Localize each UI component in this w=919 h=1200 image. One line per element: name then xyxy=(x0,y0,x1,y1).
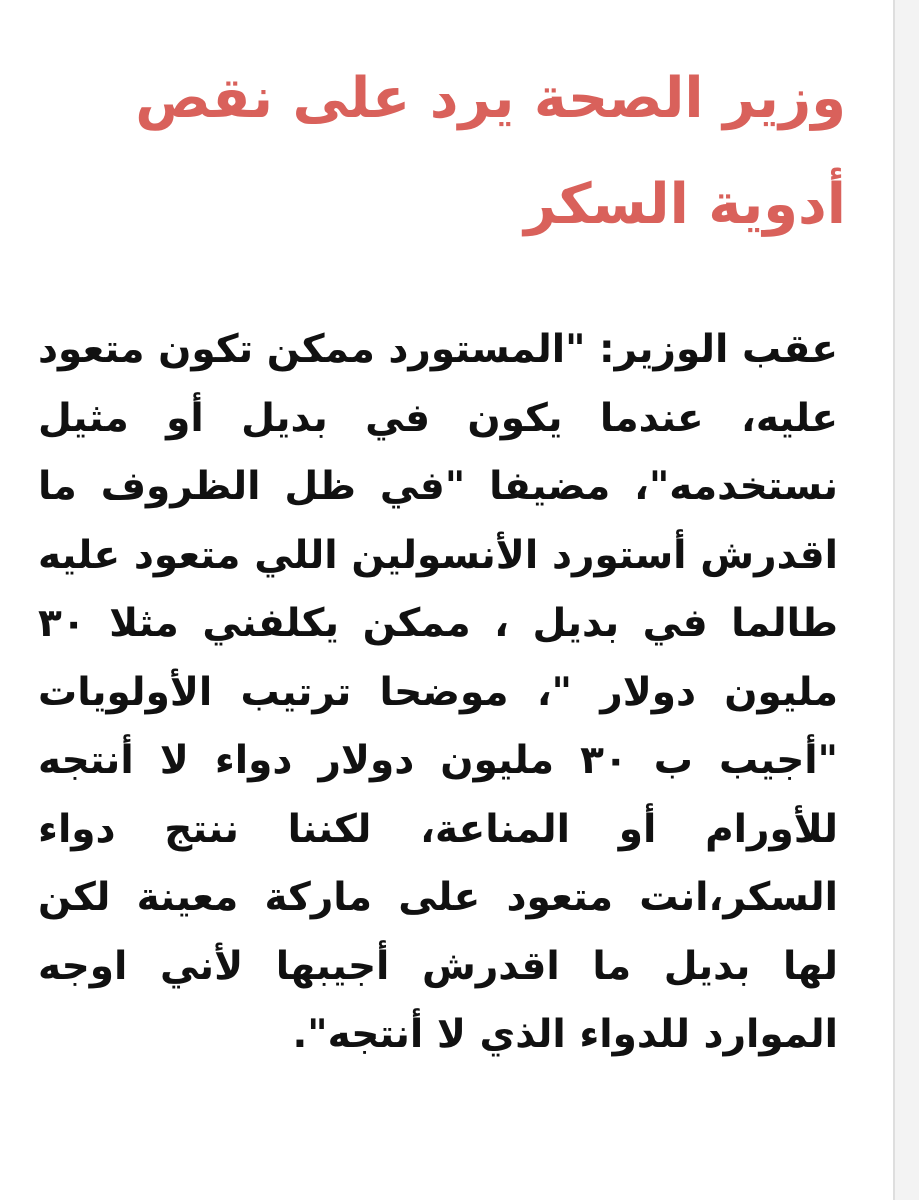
article-body: عقب الوزير: "المستورد ممكن تكون متعود عليه، عندما يكون في بديل أو مثيل نستخدمه"، مضيفا "في ظل الظروف ما اقدرش أستورد الأنسولين اللي متعود عليه طالما في بديل ، ممكن يكلفني مثلا ٣٠ مليون دولار "، موضحا ترتيب الأولويات "أجيب ب ٣٠ مليون دولار دواء لا أنتجه للأورام أو المناعة، لكننا ننتج دواء السكر،انت متعود على ماركة معينة لكن لها بديل ما اقدرش أجيبها لأني اوجه الموارد للدواء الذي لا أنتجه". xyxy=(38,327,838,1057)
article-title: وزير الصحة يرد على نقص أدوية السكر xyxy=(135,66,846,237)
side-gutter xyxy=(895,0,919,1200)
